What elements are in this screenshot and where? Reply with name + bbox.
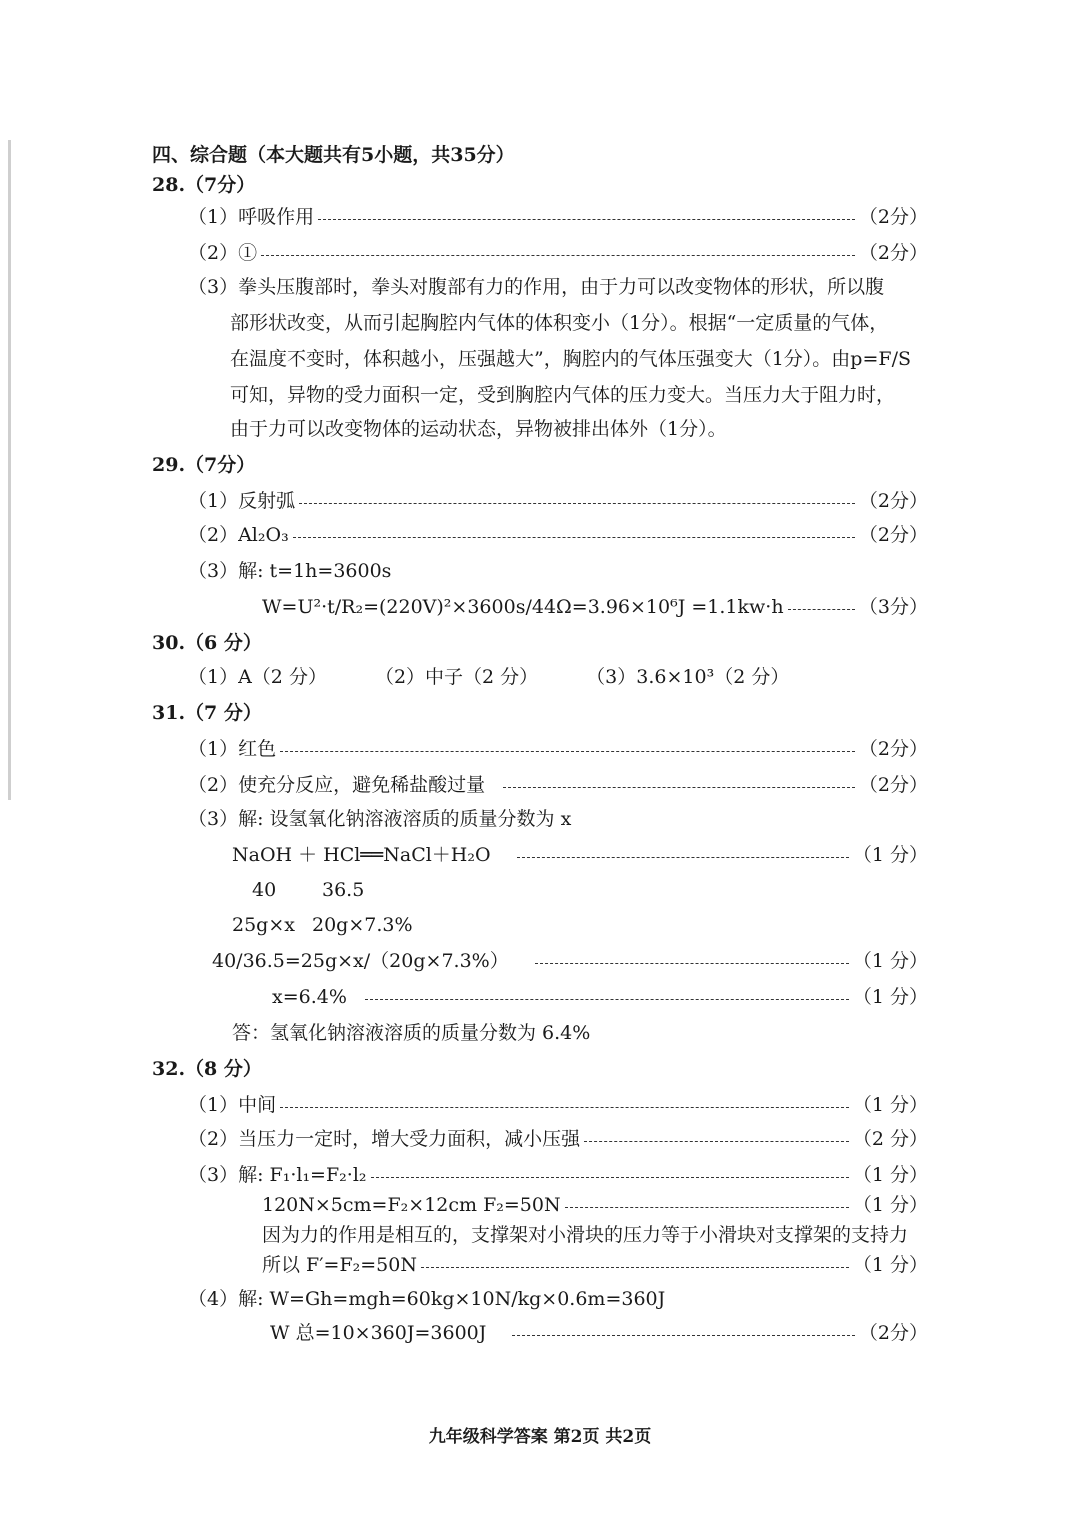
leader-dashes (535, 963, 849, 964)
q30-answer-3: （3）3.6×10³（2 分） (586, 666, 790, 688)
q28-part3-line2: 部形状改变，从而引起胸腔内气体的体积变小（1分）。根据“一定质量的气体， (230, 312, 889, 334)
q32-part3-reason: 因为力的作用是相互的，支撑架对小滑块的压力等于小滑块对支撑架的支持力 (262, 1224, 909, 1246)
q32-part3-conclusion: 所以 F′=F₂=50N （1 分） (262, 1254, 928, 1276)
q31-answer: 答：氢氧化钠溶液溶质的质量分数为 6.4% (232, 1022, 591, 1044)
leader-dashes (365, 999, 849, 1000)
leader-dashes (421, 1267, 849, 1268)
q31-part3-setup: （3）解: 设氢氧化钠溶液溶质的质量分数为 x (188, 808, 572, 830)
page-footer: 九年级科学答案 第2页 共2页 (428, 1427, 652, 1447)
q31-molar-mass-hcl: 36.5 (322, 879, 365, 901)
q32-part4-total: W 总=10×360J=3600J （2分） (270, 1322, 928, 1344)
q29-header: 29.（7分） (152, 454, 256, 476)
q28-part3-line5: 由于力可以改变物体的运动状态，异物被排出体外（1分）。 (230, 418, 727, 440)
q28-part1: （1）呼吸作用 （2分） (188, 206, 928, 228)
q28-part3-line1: （3）拳头压腹部时，拳头对腹部有力的作用，由于力可以改变物体的形状，所以腹 (188, 276, 885, 298)
q30-answer-1: （1）A（2 分） (188, 666, 327, 688)
leader-dashes (584, 1141, 849, 1142)
q31-mass-naoh: 25g×x (232, 914, 295, 936)
q28-part3-line3: 在温度不变时，体积越小，压强越大”，胸腔内的气体压强变大（1分）。由p=F/S (230, 348, 911, 370)
q30-header: 30.（6 分） (152, 632, 262, 654)
q31-ratio: 40/36.5=25g×x/（20g×7.3%） （1 分） (212, 950, 928, 972)
q29-part3-formula: W=U²·t/R₂=(220V)²×3600s/44Ω=3.96×10⁶J =1.1kw·h （3分） (262, 596, 928, 618)
q30-answers (188, 662, 837, 692)
q32-part3-formula: （3）解: F₁·l₁=F₂·l₂ （1 分） (188, 1164, 928, 1186)
q30-answer-2: （2）中子（2 分） (374, 666, 539, 688)
q32-part2: （2）当压力一定时，增大受力面积，减小压强 （2 分） (188, 1128, 928, 1150)
q32-part1: （1）中间 （1 分） (188, 1094, 928, 1116)
q31-part1: （1）红色 （2分） (188, 738, 928, 760)
q31-header: 31.（7 分） (152, 702, 262, 724)
leader-dashes (517, 857, 849, 858)
scan-margin-shadow (8, 140, 11, 800)
q31-equation: NaOH ＋ HCl══NaCl＋H₂O （1 分） (232, 844, 928, 866)
q32-part4-work: （4）解: W=Gh=mgh=60kg×10N/kg×0.6m=360J (188, 1288, 666, 1310)
q29-part3-given: （3）解: t=1h=3600s (188, 560, 392, 582)
q28-part3-line4: 可知，异物的受力面积一定，受到胸腔内气体的压力变大。当压力大于阻力时， (230, 384, 896, 406)
leader-dashes (261, 255, 855, 256)
leader-dashes (565, 1207, 849, 1208)
leader-dashes (503, 787, 855, 788)
section-title: 四、综合题（本大题共有5小题，共35分） (152, 144, 515, 166)
q29-part1: （1）反射弧 （2分） (188, 490, 928, 512)
q32-header: 32.（8 分） (152, 1058, 262, 1080)
q31-part2: （2）使充分反应，避免稀盐酸过量 （2分） (188, 774, 928, 796)
q31-mass-hcl: 20g×7.3% (312, 914, 413, 936)
leader-dashes (788, 609, 855, 610)
leader-dashes (280, 751, 855, 752)
q31-molar-mass-naoh: 40 (252, 879, 277, 901)
leader-dashes (512, 1335, 855, 1336)
leader-dashes (318, 219, 855, 220)
leader-dashes (293, 537, 855, 538)
q28-part2: （2）① （2分） (188, 242, 928, 264)
q28-header: 28.（7分） (152, 174, 256, 196)
q31-result: x=6.4% （1 分） (272, 986, 928, 1008)
q29-part2: （2）Al₂O₃ （2分） (188, 524, 928, 546)
leader-dashes (299, 503, 855, 504)
leader-dashes (280, 1107, 849, 1108)
q32-part3-calc: 120N×5cm=F₂×12cm F₂=50N （1 分） (262, 1194, 928, 1216)
leader-dashes (371, 1177, 849, 1178)
